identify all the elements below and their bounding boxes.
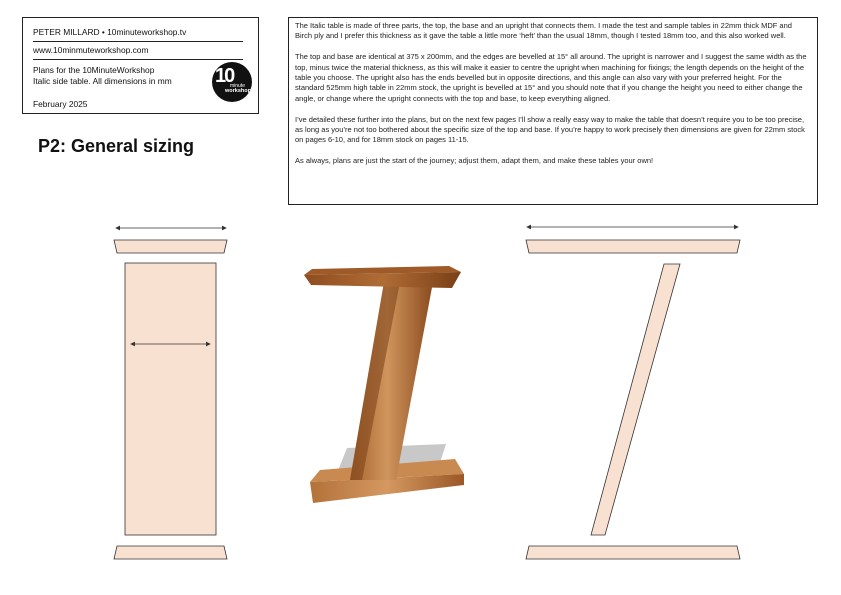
page-heading: P2: General sizing xyxy=(38,136,195,156)
plans-line-1: Plans for the 10MinuteWorkshop xyxy=(33,65,155,75)
logo-word-minute: minute xyxy=(230,83,246,89)
website-line: www.10minmuteworkshop.com xyxy=(33,45,149,55)
notes-paragraph: The Italic table is made of three parts, the top, the base and an upright that connects them. I made the test and sample tables in 22mm thick MDF and Birch ply and I prefer this thickness as it gave the table a little more ‘heft’ than the usual 18mm, though I tested 18mm too, and this also worked well. xyxy=(295,21,792,41)
date-line: February 2025 xyxy=(33,99,88,109)
table-top-profile xyxy=(114,240,227,253)
author-line: PETER MILLARD • 10minuteworkshop.tv xyxy=(33,27,187,37)
table-3d-render xyxy=(304,266,464,503)
upright-side-view xyxy=(591,264,680,535)
table-top-side-profile xyxy=(526,240,740,253)
logo-number: 10 xyxy=(215,65,234,87)
logo-word-workshop: workshop xyxy=(225,88,251,94)
table-base-profile xyxy=(114,546,227,559)
notes-paragraph: As always, plans are just the start of the journey; adjust them, adapt them, and make these tables your own! xyxy=(295,156,654,166)
notes-paragraph: I’ve detailed these further into the plans, but on the next few pages I’ll show a really easy way to make the table that doesn’t require you to be too precise, as long as you’re not too bothered about the specific size of the top and base. If you’re happy to work precisely then dimensions are given for 22mm stock on pages 6-10, and for 18mm stock on pages 11-15. xyxy=(295,114,805,145)
table-base-side-profile xyxy=(526,546,740,559)
upright-front-view xyxy=(125,263,216,535)
plans-line-2: Italic side table. All dimensions in mm xyxy=(33,76,172,86)
notes-paragraph: The top and base are identical at 375 x 200mm, and the edges are bevelled at 15° all around. The upright is narrower and I suggest the same width as the top, minus twice the material thickness, as this will make it easier to centre the upright when machining for fixings; the length depends on the height of the table you choose. The upright also has the ends bevelled but in opposite directions, and this angle can also vary with your preferred height. For the standard 525mm high table in 22mm stock, the upright is bevelled at 15° and you should note that if you change the height you need to either change the angle, or change where the upright connects with the top and base, to keep everything aligned. xyxy=(295,52,807,103)
